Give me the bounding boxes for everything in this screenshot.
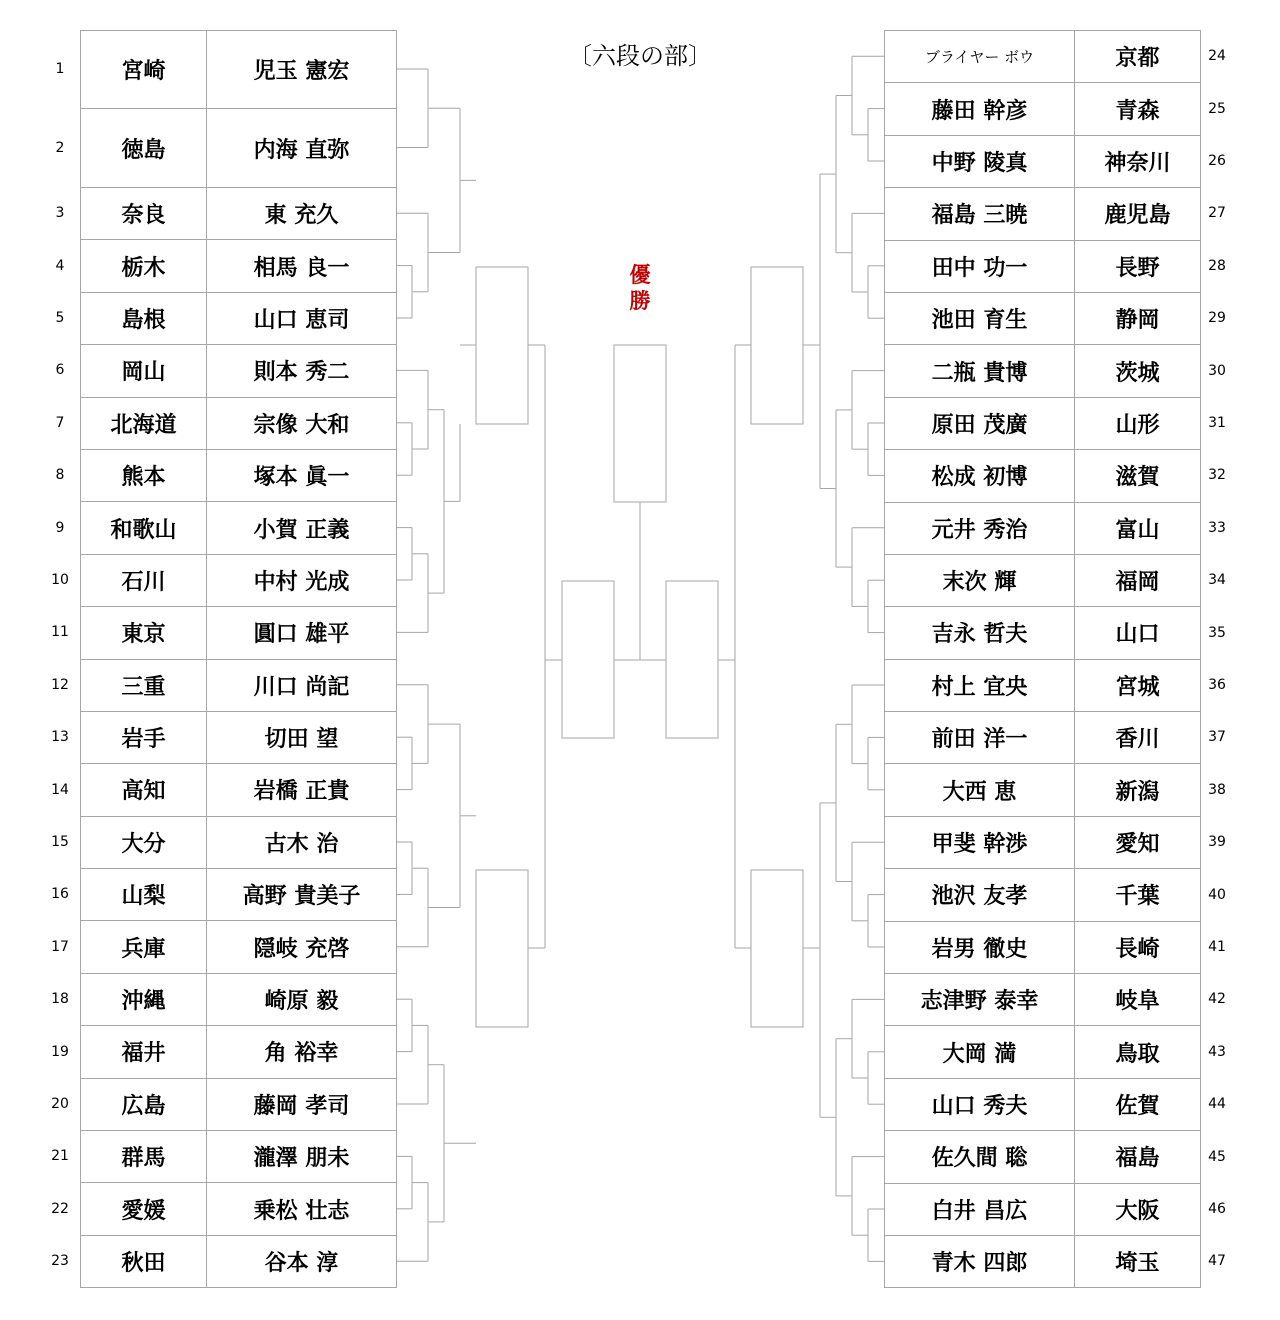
player-name-cell: 吉永 哲夫 [885, 607, 1075, 659]
prefecture-cell: 秋田 [81, 1235, 207, 1287]
seed-number: 13 [51, 729, 69, 746]
seed-number: 1 [55, 61, 65, 77]
player-name-cell: 末次 輝 [885, 554, 1075, 606]
seed-number: 42 [1208, 991, 1226, 1008]
player-name-cell: 中野 陵真 [885, 135, 1075, 187]
prefecture-cell: 長野 [1075, 240, 1201, 292]
prefecture-cell: 埼玉 [1075, 1235, 1201, 1287]
player-name-cell: 前田 洋一 [885, 712, 1075, 764]
seed-number: 39 [1208, 834, 1226, 851]
seed-number: 7 [55, 414, 65, 431]
seed-number: 2 [55, 139, 65, 156]
player-name-cell: 青木 四郎 [885, 1235, 1075, 1287]
player-name-cell: 塚本 眞一 [207, 449, 397, 501]
player-name-cell: 川口 尚記 [207, 659, 397, 711]
prefecture-cell: 広島 [81, 1078, 207, 1130]
prefecture-cell: 奈良 [81, 188, 207, 240]
prefecture-cell: 福岡 [1075, 554, 1201, 606]
bracket-box [614, 345, 666, 502]
seed-number: 46 [1208, 1201, 1226, 1217]
player-name-cell: 山口 秀夫 [885, 1078, 1075, 1130]
bracket-box [476, 267, 528, 424]
prefecture-cell: 栃木 [81, 240, 207, 292]
prefecture-cell: 石川 [81, 554, 207, 606]
champion-label-char: 優 [629, 263, 651, 287]
player-name-cell: 松成 初博 [885, 450, 1075, 502]
player-name-cell: 圓口 雄平 [207, 607, 397, 659]
prefecture-cell: 鳥取 [1075, 1026, 1201, 1078]
prefecture-cell: 山口 [1075, 607, 1201, 659]
prefecture-cell: 岩手 [81, 711, 207, 763]
seed-number: 15 [51, 834, 69, 850]
seed-number: 22 [51, 1200, 69, 1217]
seed-number: 41 [1208, 939, 1226, 955]
player-name-cell: 元井 秀治 [885, 502, 1075, 554]
player-name-cell: 乗松 壮志 [207, 1183, 397, 1235]
prefecture-cell: 山形 [1075, 397, 1201, 449]
prefecture-cell: 大阪 [1075, 1183, 1201, 1235]
seed-number: 37 [1208, 729, 1226, 746]
bracket-box [562, 581, 614, 738]
player-name-cell: ブライヤー ボウ [885, 31, 1075, 83]
prefecture-cell: 千葉 [1075, 869, 1201, 921]
seed-number: 19 [51, 1043, 69, 1060]
prefecture-cell: 山梨 [81, 869, 207, 921]
seed-number: 29 [1208, 310, 1226, 327]
seed-number: 14 [51, 781, 69, 798]
player-name-cell: 内海 直弥 [207, 109, 397, 188]
seed-number: 10 [51, 572, 69, 588]
player-name-cell: 高野 貴美子 [207, 869, 397, 921]
player-name-cell: 岩男 徹史 [885, 921, 1075, 973]
seed-number: 5 [55, 310, 65, 326]
prefecture-cell: 群馬 [81, 1131, 207, 1183]
player-name-cell: 甲斐 幹渉 [885, 816, 1075, 868]
seed-number: 45 [1208, 1148, 1226, 1165]
player-name-cell: 池田 育生 [885, 292, 1075, 344]
bracket-box [476, 870, 528, 1027]
prefecture-cell: 宮崎 [81, 31, 207, 109]
seed-number: 9 [55, 519, 65, 536]
seed-number: 31 [1208, 415, 1226, 431]
prefecture-cell: 宮城 [1075, 659, 1201, 711]
player-name-cell: 白井 昌広 [885, 1183, 1075, 1235]
seed-number: 18 [51, 991, 69, 1008]
seed-number: 32 [1208, 467, 1226, 484]
player-name-cell: 角 裕幸 [207, 1026, 397, 1078]
seed-number: 40 [1208, 886, 1226, 903]
player-name-cell: 山口 恵司 [207, 292, 397, 344]
prefecture-cell: 岐阜 [1075, 974, 1201, 1026]
player-name-cell: 藤田 幹彦 [885, 83, 1075, 135]
prefecture-cell: 岡山 [81, 345, 207, 397]
player-name-cell: 瀧澤 朋未 [207, 1131, 397, 1183]
player-name-cell: 池沢 友孝 [885, 869, 1075, 921]
player-name-cell: 田中 功一 [885, 240, 1075, 292]
player-name-cell: 藤岡 孝司 [207, 1078, 397, 1130]
seed-number: 27 [1208, 205, 1226, 222]
prefecture-cell: 長崎 [1075, 921, 1201, 973]
seed-number: 28 [1208, 257, 1226, 274]
prefecture-cell: 滋賀 [1075, 450, 1201, 502]
seed-number: 44 [1208, 1096, 1226, 1113]
prefecture-cell: 京都 [1075, 31, 1201, 83]
seed-number: 12 [51, 676, 69, 693]
player-name-cell: 大岡 満 [885, 1026, 1075, 1078]
bracket-box [751, 267, 803, 424]
seed-number: 36 [1208, 677, 1226, 693]
seed-number: 30 [1208, 362, 1226, 379]
player-name-cell: 岩橋 正貴 [207, 764, 397, 816]
player-name-cell: 古木 治 [207, 816, 397, 868]
seed-number: 21 [51, 1148, 69, 1165]
division-title: 〔六段の部〕 [568, 42, 712, 70]
prefecture-cell: 島根 [81, 292, 207, 344]
prefecture-cell: 新潟 [1075, 764, 1201, 816]
player-name-cell: 佐久間 聡 [885, 1131, 1075, 1183]
seed-number: 23 [51, 1253, 69, 1270]
prefecture-cell: 北海道 [81, 397, 207, 449]
prefecture-cell: 鹿児島 [1075, 188, 1201, 240]
prefecture-cell: 愛知 [1075, 816, 1201, 868]
seed-number: 8 [55, 467, 65, 484]
seed-number: 35 [1208, 624, 1226, 641]
player-name-cell: 切田 望 [207, 711, 397, 763]
player-name-cell: 宗像 大和 [207, 397, 397, 449]
prefecture-cell: 東京 [81, 607, 207, 659]
prefecture-cell: 徳島 [81, 109, 207, 188]
seed-number: 11 [51, 624, 69, 641]
player-name-cell: 崎原 毅 [207, 973, 397, 1025]
player-name-cell: 中村 光成 [207, 554, 397, 606]
player-name-cell: 二瓶 貴博 [885, 345, 1075, 397]
prefecture-cell: 熊本 [81, 449, 207, 501]
seed-number: 4 [55, 257, 65, 274]
prefecture-cell: 富山 [1075, 502, 1201, 554]
seed-number: 34 [1208, 572, 1226, 589]
prefecture-cell: 青森 [1075, 83, 1201, 135]
seed-number: 43 [1208, 1043, 1226, 1060]
player-name-cell: 谷本 淳 [207, 1235, 397, 1287]
prefecture-cell: 茨城 [1075, 345, 1201, 397]
seed-number: 17 [51, 938, 69, 955]
seed-number: 6 [55, 362, 65, 379]
player-name-cell: 児玉 憲宏 [207, 31, 397, 109]
prefecture-cell: 沖縄 [81, 973, 207, 1025]
champion-label-char: 勝 [629, 289, 651, 313]
prefecture-cell: 和歌山 [81, 502, 207, 554]
prefecture-cell: 静岡 [1075, 292, 1201, 344]
prefecture-cell: 香川 [1075, 712, 1201, 764]
seed-number: 16 [51, 886, 69, 903]
seed-number: 33 [1208, 519, 1226, 536]
player-name-cell: 則本 秀二 [207, 345, 397, 397]
prefecture-cell: 福島 [1075, 1131, 1201, 1183]
player-name-cell: 小賀 正義 [207, 502, 397, 554]
prefecture-cell: 愛媛 [81, 1183, 207, 1235]
bracket-box [666, 581, 718, 738]
player-name-cell: 福島 三暁 [885, 188, 1075, 240]
prefecture-cell: 佐賀 [1075, 1078, 1201, 1130]
prefecture-cell: 三重 [81, 659, 207, 711]
player-name-cell: 原田 茂廣 [885, 397, 1075, 449]
bracket-box [751, 870, 803, 1027]
player-name-cell: 村上 宜央 [885, 659, 1075, 711]
seed-number: 38 [1208, 781, 1226, 798]
player-name-cell: 相馬 良一 [207, 240, 397, 292]
seed-number: 47 [1208, 1253, 1226, 1270]
seed-number: 3 [55, 205, 65, 222]
player-name-cell: 東 充久 [207, 188, 397, 240]
player-name-cell: 志津野 泰幸 [885, 974, 1075, 1026]
seed-number: 24 [1208, 48, 1226, 65]
prefecture-cell: 高知 [81, 764, 207, 816]
prefecture-cell: 福井 [81, 1026, 207, 1078]
seed-number: 26 [1208, 153, 1226, 169]
seed-number: 25 [1208, 100, 1226, 117]
seed-number: 20 [51, 1096, 69, 1112]
player-name-cell: 大西 恵 [885, 764, 1075, 816]
prefecture-cell: 大分 [81, 816, 207, 868]
prefecture-cell: 兵庫 [81, 921, 207, 973]
player-name-cell: 隠岐 充啓 [207, 921, 397, 973]
prefecture-cell: 神奈川 [1075, 135, 1201, 187]
